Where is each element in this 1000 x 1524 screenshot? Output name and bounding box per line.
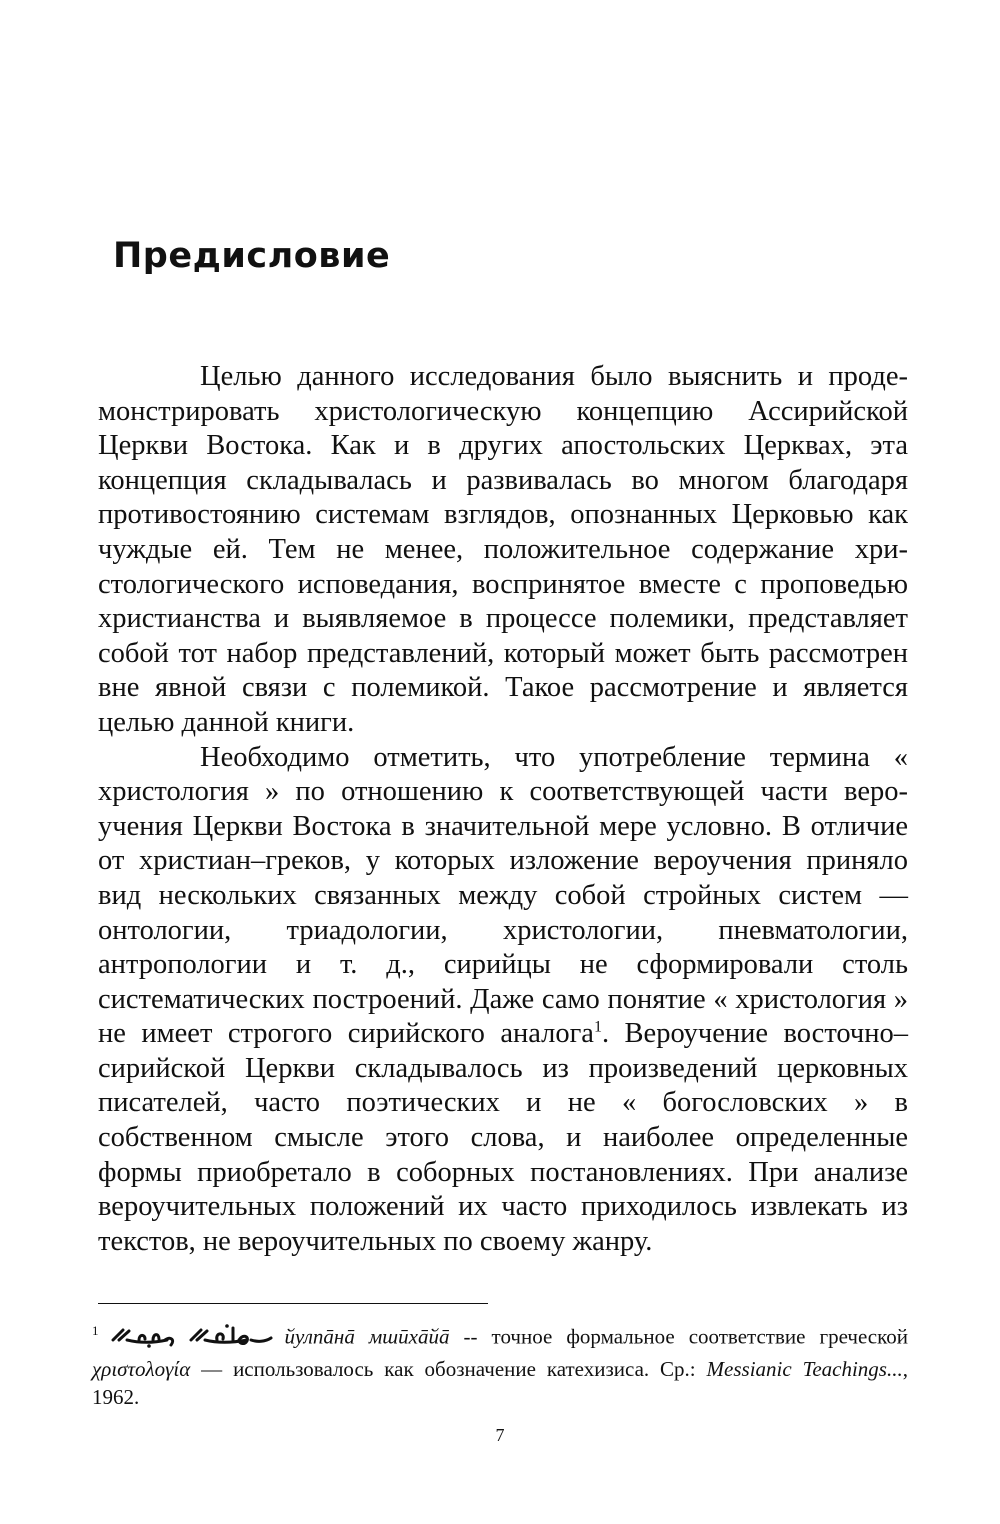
footnote-reference: 1 [593, 1018, 602, 1036]
syriac-phrase-icon [109, 1322, 277, 1355]
main-text [98, 360, 908, 1259]
footnote-reference-year: , 1962. [92, 1357, 908, 1409]
footnote-divider [98, 1303, 488, 1304]
paragraph-2 [98, 741, 908, 1260]
footnote [92, 1322, 908, 1411]
footnote-number: 1 [92, 1323, 99, 1339]
footnote-reference-title: Messianic Teachings... [706, 1357, 903, 1381]
footnote-transliteration: йулпāнā мшӣхāйā [284, 1324, 450, 1349]
paragraph-2-text-a: Необходимо отметить, что употребление термина « христология » по отношению к соответствующей части вероучения Церкви Востока в значительной мере условно. В отличие от христиан–греков, у которых изложение вероучения приняло вид нескольких связанных между собой стройных систем — онтологии, триадологии, христологии, пневматологии, антропологии и т. д., сирийцы не сформировали столь систематических построений. Даже само понятие « христология » не имеет строгого сирийского аналога [98, 741, 908, 1050]
footnote-text-1: -- точное формальное соответствие греческой [449, 1324, 908, 1349]
paragraph-1: Целью данного исследования было выяснить и продемонстрировать христологическую концепцию Ассирийской Церкви Востока. Как и в других апостольских Церквах, эта концепция складывалась и развивалась во многом благодаря противостоянию системам взглядов, опознанных Церковью как чуждые ей. Тем не менее, положительное содержание христологического исповедания, воспринятое вместе с проповедью христианства и выявляемое в процессе полемики, представляет собой тот набор представлений, который может быть рассмотрен вне явной связи с полемикой. Такое рассмотрение и является целью данной книги. [98, 361, 908, 738]
footnote-greek-term: χριστολογία [92, 1357, 191, 1381]
page-title: Предисловие [113, 236, 391, 276]
page-number: 7 [495, 1425, 505, 1445]
paragraph-2-text-b: . Вероучение восточно–сирийской Церкви складывалось из произведений церковных писателей, часто поэтических и не « богословских » в собственном смысле этого слова, и наиболее определенные формы приобретало в соборных постановлениях. При анализе вероучительных положений их часто приходилось извлекать из текстов, не вероучительных по своему жанру. [98, 1018, 909, 1257]
footnote-text-2: — использовалось как обозначение катехизиса. Ср.: [190, 1357, 707, 1381]
